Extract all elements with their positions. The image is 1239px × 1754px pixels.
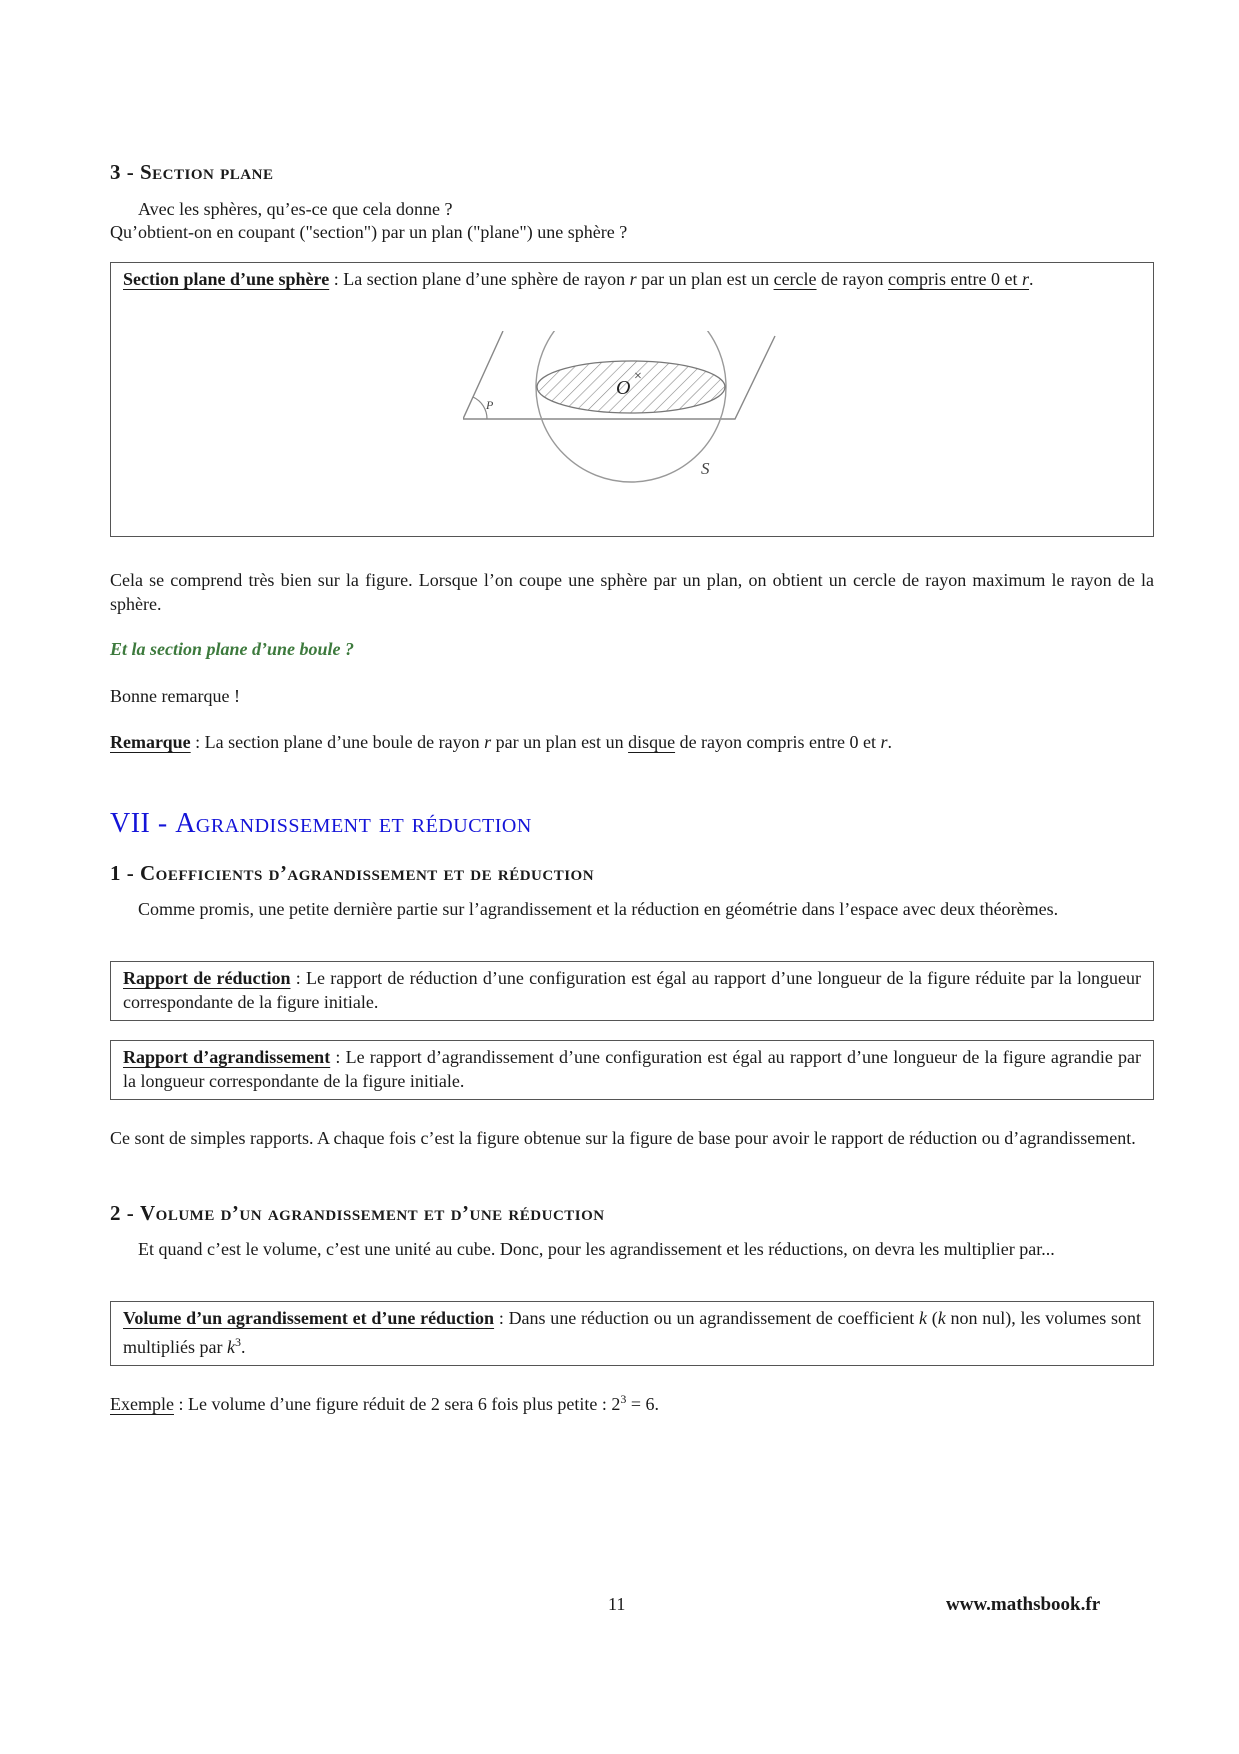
section-heading-agrandissement: VII - Agrandissement et réduction <box>110 808 532 839</box>
footer-url: www.mathsbook.fr <box>946 1594 1101 1615</box>
plane-angle-arc <box>473 397 487 419</box>
subsection-title: Volume d’un agrandissement et d’une réduction <box>140 1201 605 1225</box>
definition-text: Section plane d’une sphère : La section plane d’une sphère de rayon r par un plan est un cercle de rayon compris entre 0 et r. <box>123 269 1034 289</box>
paragraph-rapports: Ce sont de simples rapports. A chaque fois c’est la figure obtenue sur la figure de base pour avoir le rapport de réduction ou d’agrandissement. <box>110 1128 1136 1148</box>
question-boule: Et la section plane d’une boule ? <box>110 639 355 659</box>
definition-box-reduction <box>110 961 1154 1021</box>
label-center-o: O <box>616 377 631 399</box>
paragraph-comprehension: Cela se comprend très bien sur la figure. Lorsque l’on coupe une sphère par un plan, on obtient un cercle de rayon maximum le rayon de la sphère. <box>110 570 1154 614</box>
intro-line-1: Avec les sphères, qu’es-ce que cela donne ? <box>138 199 453 219</box>
section-ellipse <box>537 361 725 413</box>
intro-volume: Et quand c’est le volume, c’est une unité au cube. Donc, pour les agrandissement et les réductions, on devra les multiplier par... <box>138 1239 1055 1259</box>
label-sphere-s: S <box>701 459 710 478</box>
intro-line-2: Qu’obtient-on en coupant ("section") par un plan ("plane") une sphère ? <box>110 222 628 242</box>
definition-box-section-sphere <box>110 262 1154 537</box>
label-plane-p: P <box>486 398 494 412</box>
definition-term: Volume d’un agrandissement et d’une réduction <box>123 1308 495 1328</box>
underlined-cercle: cercle <box>773 269 817 289</box>
bonne-remarque: Bonne remarque ! <box>110 686 240 706</box>
definition-term: Rapport d’agrandissement <box>123 1047 331 1067</box>
remarque-term: Remarque <box>110 732 191 752</box>
intro-coefficients: Comme promis, une petite dernière partie sur l’agrandissement et la réduction en géométrie dans l’espace avec deux théorèmes. <box>138 899 1059 919</box>
definition-text: Rapport de réduction : Le rapport de réduction d’une configuration est égal au rapport d’une longueur de la figure réduite par la longueur correspondante de la figure initiale. <box>123 968 1141 1012</box>
exemple-volume: Exemple : Le volume d’une figure réduit de 2 sera 6 fois plus petite : $2^3 = 6$. <box>110 1392 660 1414</box>
page-number: 11 <box>608 1594 626 1614</box>
definition-box-agrandissement <box>110 1040 1154 1100</box>
subsection-title: Coefficients d’agrandissement et de réduction <box>140 861 595 885</box>
underlined-compris: compris entre 0 et r <box>888 269 1029 289</box>
section-title: Agrandissement et réduction <box>175 808 532 839</box>
sphere-section-figure <box>463 331 803 501</box>
section-title: Section plane <box>140 160 274 184</box>
center-cross-icon: × <box>634 369 642 384</box>
definition-text: Volume d’un agrandissement et d’une réduction : Dans une réduction ou un agrandissement de coefficient k (k non nul), les volumes sont multipliés par $k^3$. <box>123 1308 1141 1357</box>
definition-box-volume <box>110 1301 1154 1366</box>
definition-term: Rapport de réduction <box>123 968 291 988</box>
subsection-heading-coefficients: 1 - Coefficients d’agrandissement et de réduction <box>110 861 595 885</box>
underlined-disque: disque <box>628 732 676 752</box>
section-heading-section-plane: 3 - Section plane <box>110 160 274 184</box>
remarque-boule: Remarque : La section plane d’une boule de rayon r par un plan est un disque de rayon compris entre 0 et r. <box>110 732 893 752</box>
subsection-heading-volume: 2 - Volume d’un agrandissement et d’une réduction <box>110 1201 605 1225</box>
definition-text: Rapport d’agrandissement : Le rapport d’agrandissement d’une configuration est égal au rapport d’une longueur de la figure agrandie par la longueur correspondante de la figure initiale. <box>123 1047 1141 1091</box>
definition-term: Section plane d’une sphère <box>123 269 330 289</box>
exemple-term: Exemple <box>110 1394 174 1414</box>
